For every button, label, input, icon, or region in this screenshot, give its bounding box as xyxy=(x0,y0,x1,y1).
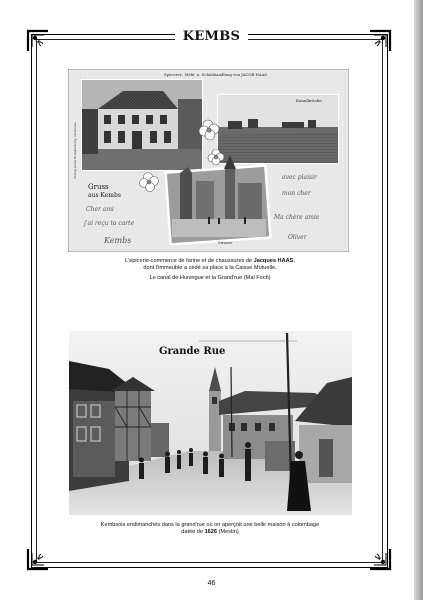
caption-bottom-line2: datée de 1626 (Mestin) xyxy=(181,529,239,536)
postcard-top-image xyxy=(68,69,349,252)
svg-text:j'ai reçu ta carte: j'ai reçu ta carte xyxy=(84,220,135,227)
postcard-bottom-image xyxy=(69,331,352,515)
caption-top-line3: Le canal de Huningue et la Grand'rue (Mal Foch) xyxy=(149,274,271,281)
page-number: 46 xyxy=(207,580,216,587)
postcard-heading: Grande Rue xyxy=(159,346,226,357)
postcard-side-imprint: Verlag Jacob Brandenburg, Mulhouse xyxy=(73,121,77,179)
postcard-panel-canal xyxy=(218,95,338,163)
svg-text:Cher ami: Cher ami xyxy=(86,206,114,213)
page-edge-shadow xyxy=(414,0,423,600)
corner-ornament-bottom-left-icon xyxy=(26,547,50,571)
postcard-panel-house xyxy=(82,80,202,170)
panel-street-label: Strasse xyxy=(218,240,233,245)
svg-text:mon cher: mon cher xyxy=(282,190,311,197)
caption-bottom xyxy=(50,522,370,537)
caption-bottom-line1: Kembsois endimanchés dans la grand'rue où on aperçoit une belle maison à colombage xyxy=(100,522,320,528)
postcard-greeting-line1: Gruss xyxy=(88,183,109,191)
corner-ornament-bottom-right-icon xyxy=(368,547,392,571)
svg-text:avec plaisir: avec plaisir xyxy=(282,174,317,181)
caption-top-line1: L'épicerie-commerce de farine et de chaussures de Jacques HAAS, xyxy=(125,258,295,264)
postcard-publisher-line: Specerei-, Mehl- u. Schuhhandlung von JACOB HAAS. xyxy=(164,72,268,77)
svg-text:Oliver: Oliver xyxy=(288,234,307,241)
corner-ornament-top-right-icon xyxy=(368,29,392,53)
caption-top xyxy=(60,258,360,282)
svg-text:Kembs: Kembs xyxy=(104,236,132,245)
caption-top-line2: dont l'immeuble a cédé sa place à la Caisse Mutuelle. xyxy=(143,265,277,272)
panel-canal-label: Kanalbrücke xyxy=(296,98,322,103)
postcard-greeting-line2: aus Kembs xyxy=(88,192,121,199)
corner-ornament-top-left-icon xyxy=(26,29,50,53)
page-title-text: KEMBS xyxy=(175,29,248,44)
svg-text:Ma chère amie: Ma chère amie xyxy=(274,214,320,221)
